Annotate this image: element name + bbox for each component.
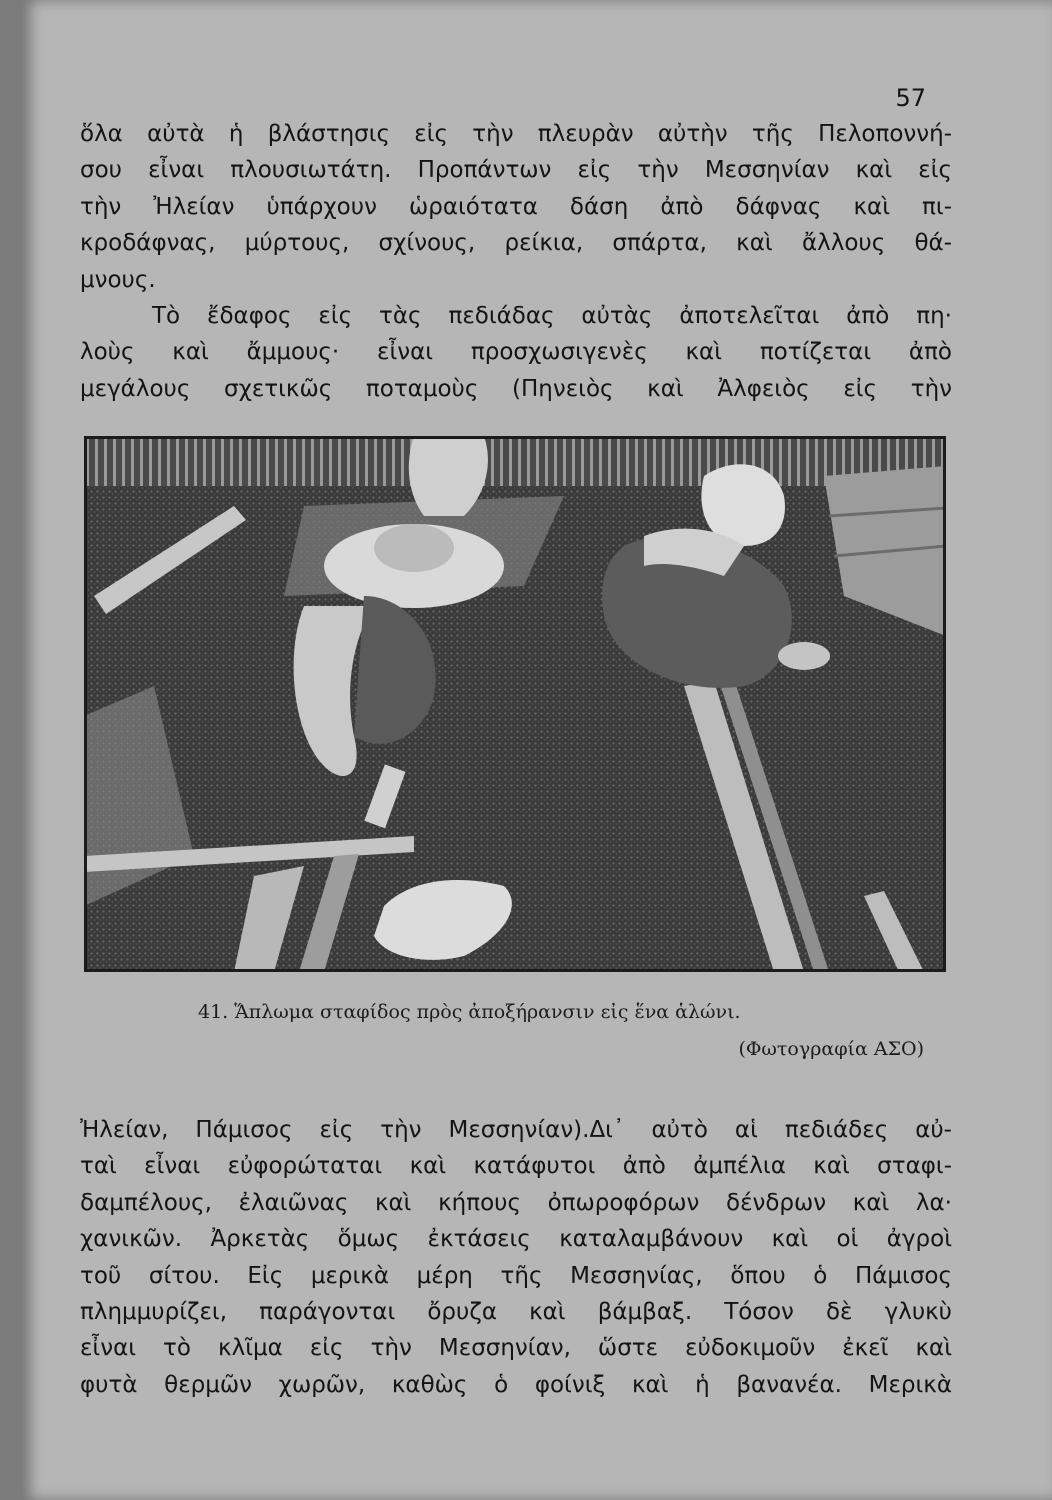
paragraph-bottom	[80, 1112, 952, 1403]
page-number: 57	[895, 84, 926, 112]
figure-photo	[84, 436, 946, 972]
book-page	[22, 0, 1052, 1500]
text-line: φυτὰ θερμῶν χωρῶν, καθὼς ὁ φοίνιξ καὶ ἡ βανανέα. Μερικὰ	[80, 1371, 952, 1398]
text-line: Ἠλείαν, Πάμισος εἰς τὴν Μεσσηνίαν).Δι᾿ αὐτὸ αἱ πεδιάδες αὐ-	[80, 1117, 952, 1143]
text-line: μνους.	[80, 266, 156, 293]
text-line: δαμπέλους, ἐλαιῶνας καὶ κήπους ὀπωροφόρων δένδρων καὶ λα·	[80, 1189, 952, 1216]
paragraph-top	[80, 116, 952, 407]
text-line: μεγάλους σχετικῶς ποταμοὺς (Πηνειὸς καὶ Ἀλφειὸς εἰς τὴν	[80, 375, 952, 402]
text-line: τοῦ σίτου. Εἰς μερικὰ μέρη τῆς Μεσσηνίας, ὅπου ὁ Πάμισος	[80, 1262, 952, 1289]
text-line: εἶναι τὸ κλῖμα εἰς τὴν Μεσσηνίαν, ὥστε εὐδοκιμοῦν ἐκεῖ καὶ	[80, 1335, 952, 1362]
text-line: ὅλα αὐτὰ ἡ βλάστησις εἰς τὴν πλευρὰν αὐτὴν τῆς Πελοποννή-	[80, 121, 952, 147]
text-line: λοὺς καὶ ἄμμους· εἶναι προσχωσιγενὲς καὶ ποτίζεται ἀπὸ	[80, 339, 952, 366]
figure-caption: 41. Ἅπλωμα σταφίδος πρὸς ἀποξήρανσιν εἰς ἕνα ἁλώνι.	[198, 1001, 741, 1023]
raisin-drying-photo	[84, 436, 946, 972]
text-line: Τὸ ἔδαφος εἰς τὰς πεδιάδας αὐτὰς ἀποτελεῖται ἀπὸ πη·	[152, 303, 952, 330]
text-line: τὴν Ἠλείαν ὑπάρχουν ὡραιότατα δάση ἀπὸ δάφνας καὶ πι-	[80, 193, 952, 220]
text-line: πλημμυρίζει, παράγονται ὄρυζα καὶ βάμβαξ. Τόσον δὲ γλυκὺ	[80, 1299, 952, 1326]
text-line: κροδάφνας, μύρτους, σχίνους, ρείκια, σπάρτα, καὶ ἄλλους θά-	[80, 230, 952, 257]
photo-credit: (Φωτογραφία ΑΣΟ)	[738, 1038, 924, 1060]
text-line: χανικῶν. Ἀρκετὰς ὅμως ἐκτάσεις καταλαμβάνουν καὶ οἱ ἀγροὶ	[80, 1226, 952, 1253]
text-line: σου εἶναι πλουσιωτάτη. Προπάντων εἰς τὴν Μεσσηνίαν καὶ εἰς	[80, 157, 952, 184]
text-line: ταὶ εἶναι εὐφορώταται καὶ κατάφυτοι ἀπὸ ἀμπέλια καὶ σταφι-	[80, 1153, 952, 1180]
